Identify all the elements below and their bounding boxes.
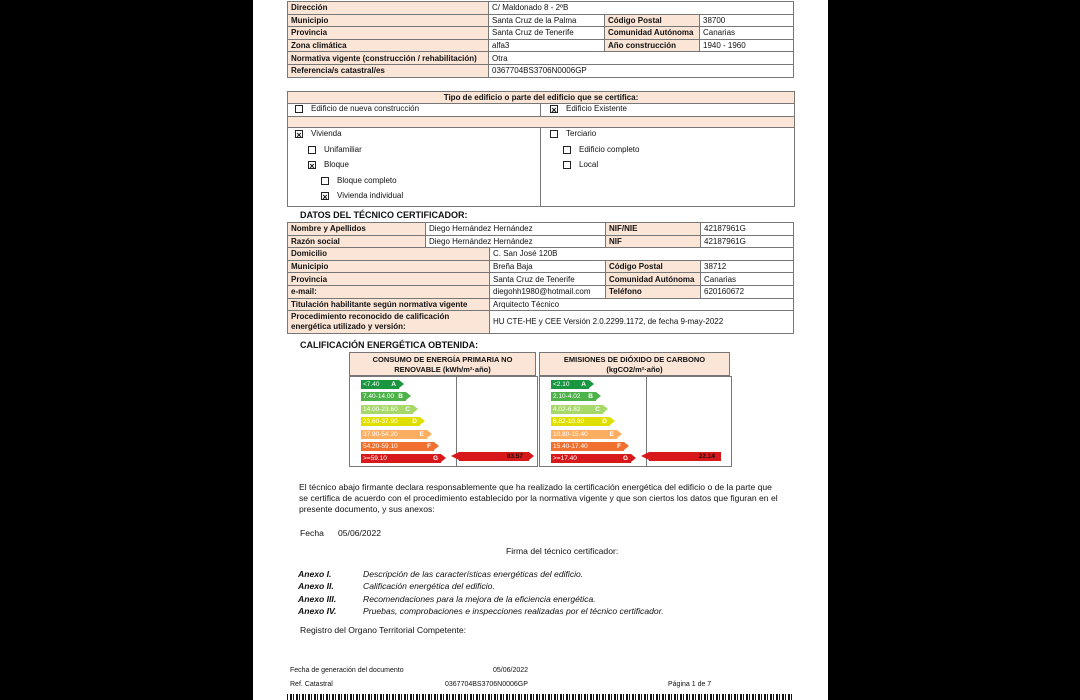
consumo-bar-d [361, 417, 420, 426]
table-row [288, 260, 794, 273]
value-nif-nie: 42187961G [701, 223, 794, 236]
bloque-checkbox[interactable]: × [309, 161, 315, 171]
table-row [288, 52, 794, 65]
emisiones-bar-g [551, 454, 631, 463]
fecha-value: 05/06/2022 [338, 528, 382, 538]
certificate-page [253, 0, 828, 700]
consumo-range-d: 23.60-37.90 [363, 418, 398, 426]
emisiones-bar-e [551, 430, 617, 439]
annex-1-text: Descripción de las características energéticas del edificio. [363, 569, 584, 579]
value-comunidad: Canarias [700, 27, 794, 40]
emisiones-letter-c: C [595, 405, 600, 413]
unifamiliar-label: Unifamiliar [324, 145, 362, 154]
consumo-bar-a [361, 380, 399, 389]
bloque-completo-checkbox[interactable] [321, 177, 329, 185]
emisiones-range-e: 10.80-15.40 [553, 430, 588, 438]
table-row [288, 285, 794, 298]
label-normativa: Normativa vigente (construcción / rehabilitación) [288, 52, 489, 65]
annex-3-text: Recomendaciones para la mejora de la eficiencia energética. [363, 594, 596, 604]
value-tech-comunidad: Canarias [701, 273, 794, 286]
label-razon-social: Razón social [288, 235, 426, 248]
annex-2-text: Calificación energética del edificio. [363, 581, 495, 591]
label-tech-municipio: Municipio [288, 260, 490, 273]
consumo-bar-c [361, 405, 413, 414]
table-row [288, 2, 794, 15]
emisiones-rating-arrow [649, 452, 721, 461]
value-direccion: C/ Maldonado 8 - 2ºB [489, 2, 794, 15]
footer-barcode [287, 694, 793, 700]
footer-gen-label: Fecha de generación del documento [290, 667, 404, 674]
consumo-letter-f: F [427, 443, 431, 450]
consumo-letter-a: A [391, 381, 396, 388]
label-codigo-postal: Código Postal [605, 14, 700, 27]
emisiones-letter-g: G [622, 455, 628, 463]
label-ano-construccion: Año construcción [605, 39, 700, 52]
label-tech-provincia: Provincia [288, 273, 490, 286]
emisiones-range-g: >=17.40 [553, 455, 577, 463]
fecha-label: Fecha [300, 528, 324, 538]
value-referencia-catastral: 0367704BS3706N0006GP [489, 64, 794, 77]
label-zona-climatica: Zona climática [288, 39, 489, 52]
bloque-completo-label: Bloque completo [337, 176, 397, 185]
consumo-range-e: 37.90-54.20 [363, 430, 398, 438]
building-type-header: Tipo de edificio o parte del edificio que se certifica: [287, 91, 795, 104]
value-ano-construccion: 1940 - 1960 [700, 39, 794, 52]
label-nif-nie: NIF/NIE [606, 223, 701, 236]
consumo-range-g: >=59.10 [363, 455, 387, 463]
table-row [288, 27, 794, 40]
consumo-bar-f [361, 442, 434, 451]
vivienda-individual-checkbox[interactable]: × [322, 192, 328, 202]
consumo-range-f: 54.20-59.10 [363, 443, 398, 450]
new-construction-checkbox[interactable] [295, 105, 303, 113]
table-row [288, 298, 794, 311]
edificio-completo-checkbox[interactable] [563, 146, 571, 154]
value-domicilio: C. San José 120B [490, 248, 794, 261]
emisiones-range-d: 6.82-10.80 [553, 418, 585, 426]
value-provincia: Santa Cruz de Tenerife [489, 27, 605, 40]
emisiones-bar-c [551, 405, 603, 414]
firma-label: Firma del técnico certificador: [506, 546, 619, 556]
vivienda-label: Vivienda [311, 129, 342, 138]
value-tech-provincia: Santa Cruz de Tenerife [490, 273, 606, 286]
local-label: Local [579, 160, 599, 169]
emisiones-range-a: <2.10 [553, 381, 570, 388]
emisiones-bar-f [551, 442, 624, 451]
emisiones-arrow-tip [641, 452, 649, 460]
consumo-bar-g [361, 454, 441, 463]
annex-3-id: Anexo III. [298, 594, 337, 604]
emisiones-letter-a: A [581, 381, 586, 388]
consumo-range-a: <7.40 [363, 381, 380, 388]
consumo-bar-e [361, 430, 427, 439]
label-domicilio: Domicilio [288, 248, 490, 261]
table-row [288, 64, 794, 77]
value-nombre: Diego Hernández Hernández [426, 223, 606, 236]
table-row [288, 273, 794, 286]
value-titulacion: Arquitecto Técnico [490, 298, 794, 311]
emisiones-range-b: 2.10-4.02 [553, 393, 581, 401]
label-municipio: Municipio [288, 14, 489, 27]
unifamiliar-checkbox[interactable] [308, 146, 316, 154]
label-referencia-catastral: Referencia/s catastral/es [288, 64, 489, 77]
footer-ref-value: 0367704BS3706N0006GP [445, 681, 528, 688]
emisiones-header: EMISIONES DE DIÓXIDO DE CARBONO (kgCO2/m²·año) [539, 352, 730, 376]
value-procedimiento: HU CTE-HE y CEE Versión 2.0.2299.1172, de fecha 9-may-2022 [490, 311, 794, 334]
rating-section-title: CALIFICACIÓN ENERGÉTICA OBTENIDA: [300, 340, 479, 350]
label-comunidad: Comunidad Autónoma [605, 27, 700, 40]
table-row [288, 248, 794, 261]
value-codigo-postal: 38700 [700, 14, 794, 27]
emisiones-bar-d [551, 417, 610, 426]
bloque-label: Bloque [324, 160, 349, 169]
emisiones-letter-d: D [602, 418, 607, 426]
value-email: diegohh1980@hotmail.com [490, 285, 606, 298]
consumo-letter-g: G [432, 455, 438, 463]
location-table [287, 1, 794, 78]
consumo-range-c: 14.00-23.60 [363, 405, 398, 413]
consumo-value: 83.57 [506, 453, 523, 460]
consumo-arrow-tip [451, 452, 459, 460]
existing-building-label: Edificio Existente [566, 104, 627, 113]
technician-section-title: DATOS DEL TÉCNICO CERTIFICADOR: [300, 210, 468, 220]
value-tech-cp: 38712 [701, 260, 794, 273]
value-nif: 42187961G [701, 235, 794, 248]
consumo-letter-c: C [405, 405, 410, 413]
footer-gen-value: 05/06/2022 [493, 667, 529, 674]
consumo-letter-b: B [398, 393, 403, 401]
label-tech-cp: Código Postal [606, 260, 701, 273]
consumo-range-b: 7.40-14.00 [363, 393, 395, 401]
table-row [288, 223, 794, 236]
consumo-rating-arrow [459, 452, 529, 461]
annex-1-id: Anexo I. [298, 569, 332, 579]
emisiones-range-c: 4.02-6.82 [553, 405, 581, 413]
label-nombre: Nombre y Apellidos [288, 223, 426, 236]
new-construction-label: Edificio de nueva construcción [311, 104, 420, 113]
label-titulacion: Titulación habilitante según normativa vigente [288, 298, 490, 311]
value-normativa: Otra [489, 52, 794, 65]
emisiones-letter-e: E [609, 430, 614, 438]
value-razon-social: Diego Hernández Hernández [426, 235, 606, 248]
emisiones-bar-a [551, 380, 589, 389]
terciario-label: Terciario [566, 129, 597, 138]
emisiones-value: 22.14 [698, 453, 715, 460]
footer-page-number: Página 1 de 7 [668, 681, 712, 688]
emisiones-range-f: 15.40-17.40 [553, 443, 588, 450]
annex-4-text: Pruebas, comprobaciones e inspecciones realizadas por el técnico certificador. [363, 606, 664, 616]
vivienda-checkbox[interactable]: × [296, 130, 302, 140]
value-zona-climatica: alfa3 [489, 39, 605, 52]
declaration-text: El técnico abajo firmante declara responsablemente que ha realizado la certificación energética del edificio o de la parte que se certifica de acuerdo con el procedimiento establecido por la normativa vigente y que son ciertos los datos que figuran en el presente documento, y sus anexos: [299, 482, 778, 514]
consumo-letter-e: E [419, 430, 424, 438]
vivienda-individual-label: Vivienda individual [337, 191, 404, 200]
label-direccion: Dirección [288, 2, 489, 15]
terciario-checkbox[interactable] [550, 130, 558, 138]
emisiones-letter-b: B [588, 393, 593, 401]
emisiones-letter-f: F [617, 443, 621, 450]
local-checkbox[interactable] [563, 161, 571, 169]
technician-table [287, 222, 794, 334]
emisiones-bar-b [551, 392, 596, 401]
label-tech-comunidad: Comunidad Autónoma [606, 273, 701, 286]
existing-building-checkbox[interactable]: × [551, 105, 557, 115]
consumo-bar-b [361, 392, 406, 401]
value-municipio: Santa Cruz de la Palma [489, 14, 605, 27]
label-nif: NIF [606, 235, 701, 248]
table-row [288, 39, 794, 52]
label-email: e-mail: [288, 285, 490, 298]
value-telefono: 620160672 [701, 285, 794, 298]
label-procedimiento: Procedimiento reconocido de calificación energética utilizado y versión: [288, 311, 490, 334]
table-row [288, 14, 794, 27]
consumo-letter-d: D [412, 418, 417, 426]
consumo-header: CONSUMO DE ENERGÍA PRIMARIA NO RENOVABLE (kWh/m²·año) [349, 352, 536, 376]
label-provincia: Provincia [288, 27, 489, 40]
table-row [288, 235, 794, 248]
label-telefono: Teléfono [606, 285, 701, 298]
value-tech-municipio: Breña Baja [490, 260, 606, 273]
table-row [288, 311, 794, 334]
edificio-completo-label: Edificio completo [579, 145, 640, 154]
footer-ref-label: Ref. Catastral [290, 681, 333, 688]
registro-label: Registro del Organo Territorial Competente: [300, 625, 467, 635]
annex-2-id: Anexo II. [298, 581, 334, 591]
annex-4-id: Anexo IV. [298, 606, 337, 616]
